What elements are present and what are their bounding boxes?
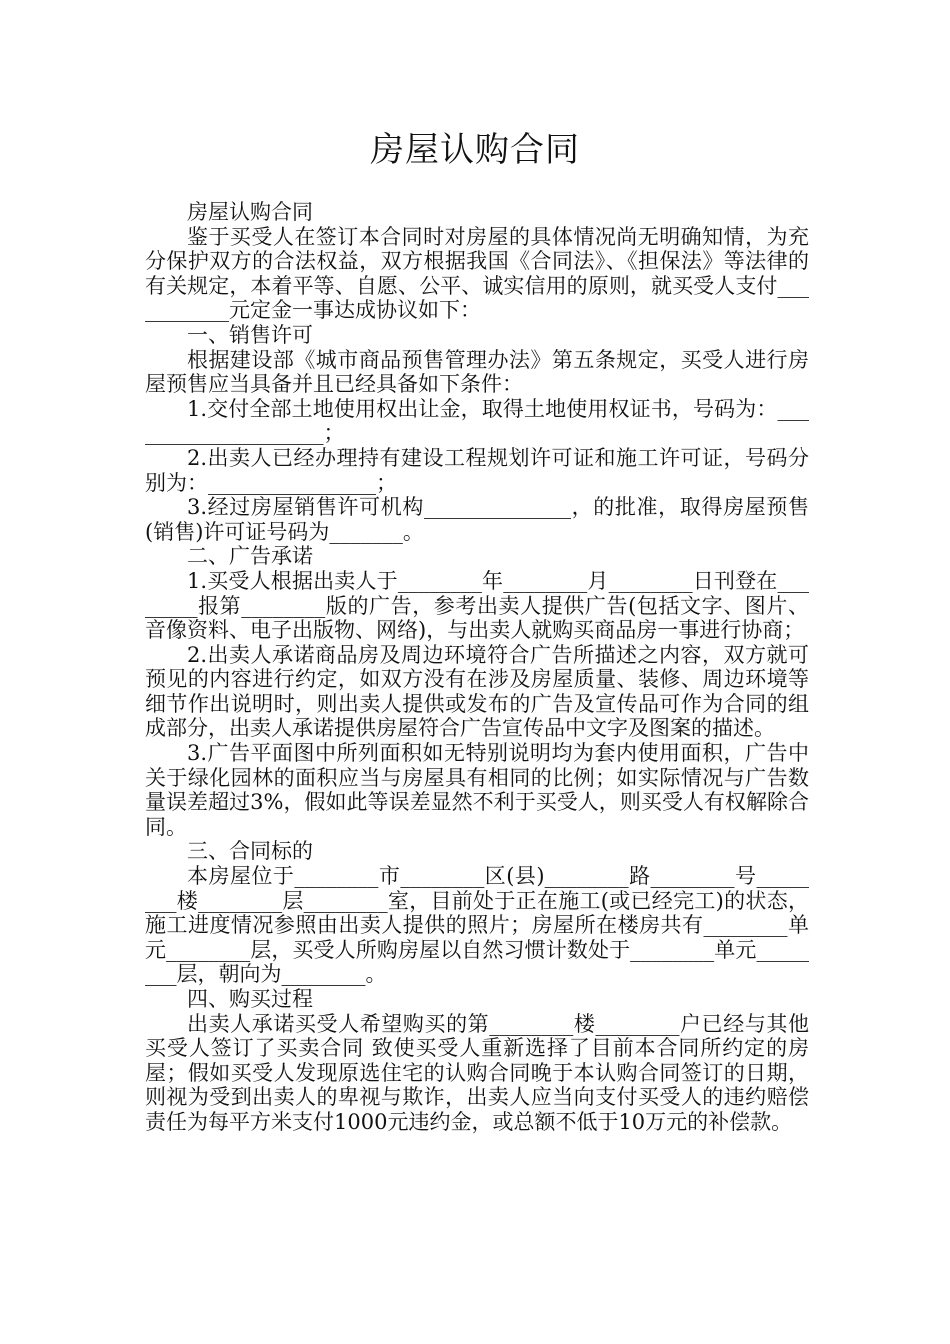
paragraph-purchase-process: 出卖人承诺买受人希望购买的第________楼________户已经与其他买受人签订了买卖合同 致使买受人重新选择了目前本合同所约定的房屋；假如买受人发现原选住宅的认购合同晚于本认购合同签订的日期，则视为受到出卖人的卑视与欺诈，出卖人应当向支付买受人的违约赔偿责任为每平方米支付1000元违约金，或总额不低于10万元的补偿款。 <box>145 1011 809 1134</box>
paragraph-heading: 房屋认购合同 <box>187 200 313 224</box>
clause-floor-area: 3.广告平面图中所列面积如无特别说明均为套内使用面积，广告中关于绿化园林的面积应当与房屋具有相同的比例；如实际情况与广告数量误差超过3%，假如此等误差显然不利于买受人，则买受人有权解除合同。 <box>145 741 809 839</box>
document-body <box>145 200 809 1135</box>
clause-permits: 2.出卖人已经办理持有建设工程规划许可证和施工许可证，号码分别为：________________； <box>145 445 809 495</box>
section-heading-advertising: 二、广告承诺 <box>187 544 313 569</box>
clause-land-use: 1.交付全部土地使用权出让金，取得土地使用权证书，号码为：____________________； <box>145 396 809 446</box>
section-heading-purchase-process: 四、购买过程 <box>187 987 313 1011</box>
paragraph-sales-license: 根据建设部《城市商品预售管理办法》第五条规定，买受人进行房屋预售应当具备并且已经具备如下条件： <box>145 347 809 397</box>
clause-advertising-promise: 2.出卖人承诺商品房及周边环境符合广告所描述之内容，双方就可预见的内容进行约定，如双方没有在涉及房屋质量、装修、周边环境等细节作出说明时，则出卖人提供或发布的广告及宣传品可作为合同的组成部分，出卖人承诺提供房屋符合广告宣传品中文字及图案的描述。 <box>145 642 809 741</box>
clause-advertisement: 1.买受人根据出卖人于________年________月________日刊登在________报第________版的广告，参考出卖人提供广告(包括文字、图片、音像资料、电子出版物、网络)，与出卖人就购买商品房一事进行协商； <box>145 568 809 643</box>
document-title: 房屋认购合同 <box>370 130 580 170</box>
clause-presale-license: 3.经过房屋销售许可机构______________，的批准，取得房屋预售(销售)许可证号码为_______。 <box>145 495 809 544</box>
paragraph-preamble: 鉴于买受人在签订本合同时对房屋的具体情况尚无明确知情，为充分保护双方的合法权益，双方根据我国《合同法》、《担保法》等法律的有关规定，本着平等、自愿、公平、诚实信用的原则，就买受人支付___________元定金一事达成协议如下： <box>145 224 809 323</box>
paragraph-property-location: 本房屋位于________市________区(县)________路________号________楼________层________室，目前处于正在施工(或已经完工)的状态，施工进度情况参照由出卖人提供的照片；房屋所在楼房共有________单元________层，买受人所购房屋以自然习惯计数处于________单元________层，朝向为________。 <box>145 864 809 987</box>
section-heading-contract-subject: 三、合同标的 <box>187 839 313 864</box>
section-heading-sales-license: 一、销售许可 <box>187 322 313 347</box>
